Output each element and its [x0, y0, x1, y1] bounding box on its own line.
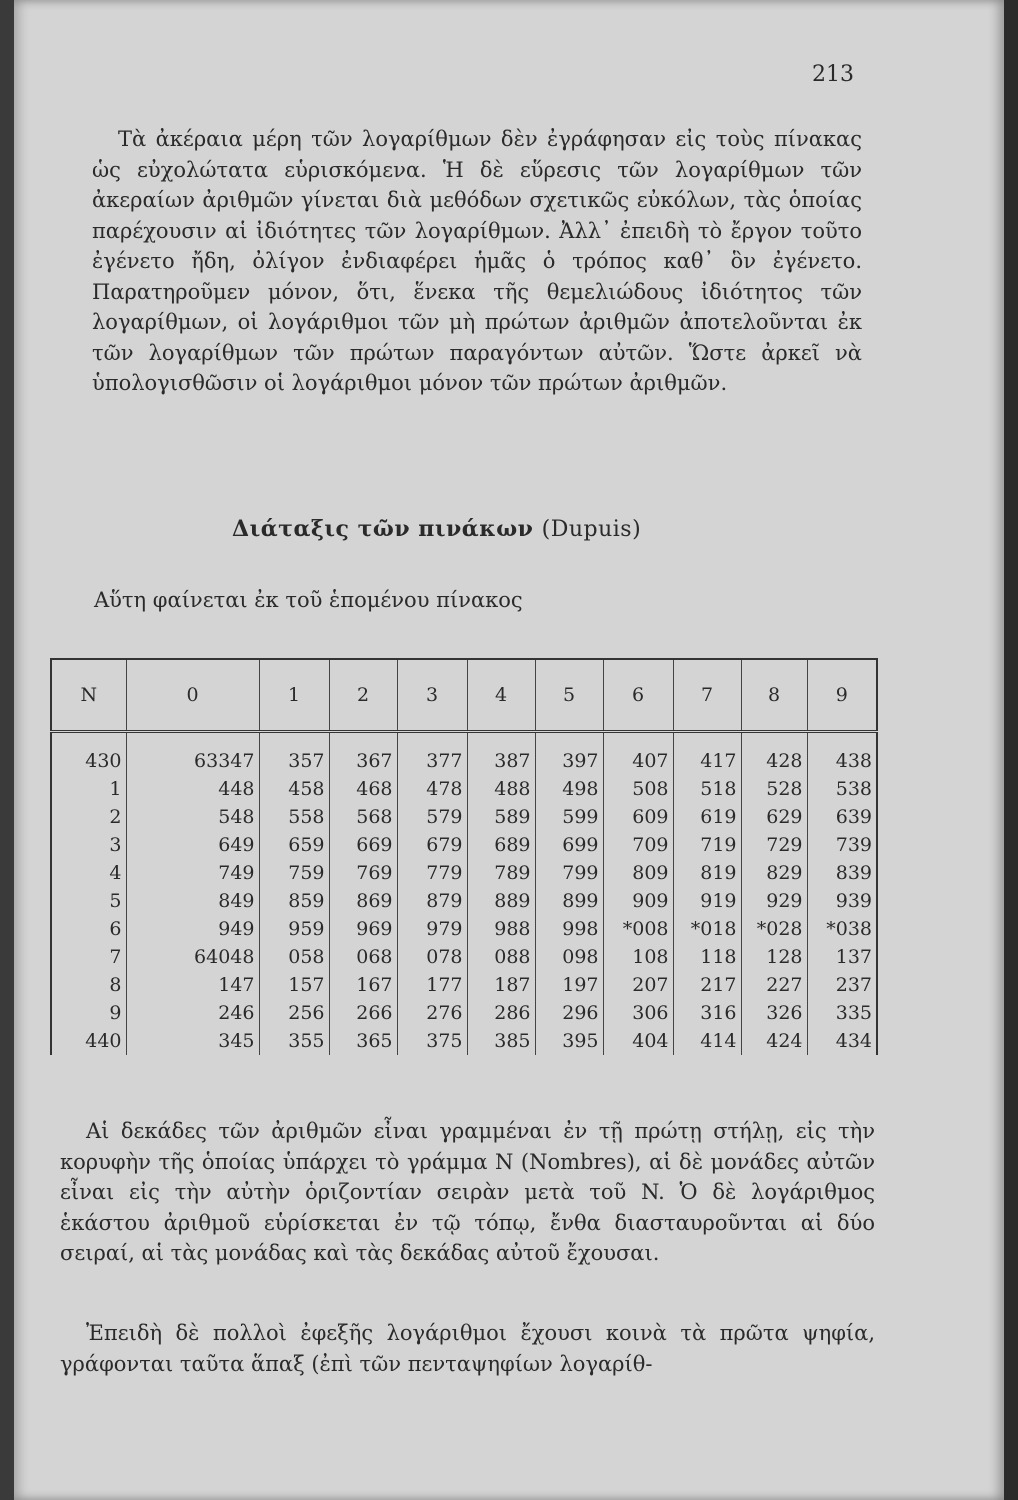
log-value-cell: 719	[673, 831, 741, 859]
log-value-cell: 246	[126, 999, 259, 1027]
table-intro-line: Αὕτη φαίνεται ἐκ τοῦ ἑπομένου πίνακος	[94, 588, 523, 612]
table-row	[51, 1027, 877, 1055]
log-value-cell: 909	[603, 887, 673, 915]
log-value-cell: 157	[259, 971, 329, 999]
log-value-cell: 385	[467, 1027, 535, 1055]
log-value-cell: 377	[397, 732, 467, 776]
row-label-cell: 6	[51, 915, 126, 943]
log-value-cell: 669	[329, 831, 397, 859]
log-value-cell: *038	[807, 915, 877, 943]
log-value-cell: 969	[329, 915, 397, 943]
log-value-cell: 869	[329, 887, 397, 915]
log-value-cell: 679	[397, 831, 467, 859]
log-value-cell: 428	[741, 732, 807, 776]
log-value-cell: 375	[397, 1027, 467, 1055]
log-value-cell: 998	[535, 915, 603, 943]
column-header-5: 5	[535, 659, 603, 732]
log-value-cell: 345	[126, 1027, 259, 1055]
log-value-cell: 108	[603, 943, 673, 971]
table-row	[51, 971, 877, 999]
log-value-cell: 699	[535, 831, 603, 859]
log-value-cell: 988	[467, 915, 535, 943]
log-value-cell: 709	[603, 831, 673, 859]
log-value-cell: 809	[603, 859, 673, 887]
log-value-cell: 488	[467, 775, 535, 803]
log-value-cell: 098	[535, 943, 603, 971]
log-value-cell: 417	[673, 732, 741, 776]
log-value-cell: 147	[126, 971, 259, 999]
log-value-cell: *008	[603, 915, 673, 943]
log-value-cell: 068	[329, 943, 397, 971]
row-label-cell: 2	[51, 803, 126, 831]
log-value-cell: 088	[467, 943, 535, 971]
log-value-cell: 899	[535, 887, 603, 915]
log-value-cell: 276	[397, 999, 467, 1027]
log-value-cell: 829	[741, 859, 807, 887]
log-value-cell: 355	[259, 1027, 329, 1055]
log-value-cell: *028	[741, 915, 807, 943]
section-heading-suffix: (Dupuis)	[541, 517, 642, 542]
log-value-cell: 64048	[126, 943, 259, 971]
log-value-cell: 365	[329, 1027, 397, 1055]
log-value-cell: 979	[397, 915, 467, 943]
log-value-cell: 197	[535, 971, 603, 999]
log-value-cell: 949	[126, 915, 259, 943]
log-value-cell: 739	[807, 831, 877, 859]
log-value-cell: 468	[329, 775, 397, 803]
table-row	[51, 775, 877, 803]
log-value-cell: 839	[807, 859, 877, 887]
table-row	[51, 943, 877, 971]
log-value-cell: 568	[329, 803, 397, 831]
log-value-cell: 518	[673, 775, 741, 803]
row-label-cell: 7	[51, 943, 126, 971]
log-value-cell: 424	[741, 1027, 807, 1055]
log-value-cell: 498	[535, 775, 603, 803]
table-row	[51, 732, 877, 776]
log-value-cell: 558	[259, 803, 329, 831]
section-heading-text: Διάταξις τῶν πινάκων	[232, 516, 534, 542]
table-header-row	[51, 659, 877, 732]
row-label-cell: 440	[51, 1027, 126, 1055]
log-value-cell: 448	[126, 775, 259, 803]
log-value-cell: 187	[467, 971, 535, 999]
log-value-cell: 759	[259, 859, 329, 887]
log-value-cell: 849	[126, 887, 259, 915]
log-value-cell: 286	[467, 999, 535, 1027]
log-value-cell: 769	[329, 859, 397, 887]
log-value-cell: 819	[673, 859, 741, 887]
log-value-cell: 434	[807, 1027, 877, 1055]
column-header-6: 6	[603, 659, 673, 732]
log-value-cell: 649	[126, 831, 259, 859]
log-value-cell: 414	[673, 1027, 741, 1055]
table-row	[51, 887, 877, 915]
row-label-cell: 5	[51, 887, 126, 915]
column-header-0: 0	[126, 659, 259, 732]
log-value-cell: 335	[807, 999, 877, 1027]
row-label-cell: 9	[51, 999, 126, 1027]
log-value-cell: 799	[535, 859, 603, 887]
log-value-cell: 128	[741, 943, 807, 971]
log-value-cell: 367	[329, 732, 397, 776]
log-value-cell: 217	[673, 971, 741, 999]
log-value-cell: 118	[673, 943, 741, 971]
log-value-cell: 458	[259, 775, 329, 803]
log-value-cell: 589	[467, 803, 535, 831]
log-value-cell: 306	[603, 999, 673, 1027]
book-gutter	[0, 0, 14, 1500]
log-value-cell: 316	[673, 999, 741, 1027]
table-row	[51, 999, 877, 1027]
log-value-cell: 659	[259, 831, 329, 859]
log-value-cell: 729	[741, 831, 807, 859]
table-row	[51, 831, 877, 859]
column-header-8: 8	[741, 659, 807, 732]
log-value-cell: 326	[741, 999, 807, 1027]
log-value-cell: 478	[397, 775, 467, 803]
log-value-cell: *018	[673, 915, 741, 943]
log-value-cell: 266	[329, 999, 397, 1027]
log-value-cell: 619	[673, 803, 741, 831]
log-value-cell: 078	[397, 943, 467, 971]
log-value-cell: 237	[807, 971, 877, 999]
log-value-cell: 207	[603, 971, 673, 999]
log-value-cell: 256	[259, 999, 329, 1027]
page-number: 213	[812, 62, 854, 87]
log-value-cell: 859	[259, 887, 329, 915]
log-value-cell: 227	[741, 971, 807, 999]
row-label-cell: 1	[51, 775, 126, 803]
log-value-cell: 438	[807, 732, 877, 776]
log-value-cell: 639	[807, 803, 877, 831]
explanation-paragraph: Αἱ δεκάδες τῶν ἀριθμῶν εἶναι γραμμέναι ἐν τῇ πρώτῃ στήλῃ, εἰς τὴν κορυφὴν τῆς ὁποίας ὑπάρχει τὸ γράμμα N (Nombres), αἱ δὲ μονάδες αὐτῶν εἶναι εἰς τὴν αὐτὴν ὁριζοντίαν σειρὰν μετὰ τοῦ N. Ὁ δὲ λογάριθμος ἑκάστου ἀριθμοῦ εὑρίσκεται ἐν τῷ τόπῳ, ἔνθα διασταυροῦνται αἱ δύο σειραί, αἱ τὰς μονάδας καὶ τὰς δεκάδας αὐτοῦ ἔχουσαι.	[60, 1119, 875, 1265]
log-value-cell: 387	[467, 732, 535, 776]
log-value-cell: 357	[259, 732, 329, 776]
log-value-cell: 599	[535, 803, 603, 831]
log-value-cell: 058	[259, 943, 329, 971]
log-value-cell: 879	[397, 887, 467, 915]
log-value-cell: 528	[741, 775, 807, 803]
log-value-cell: 919	[673, 887, 741, 915]
column-header-3: 3	[397, 659, 467, 732]
log-value-cell: 779	[397, 859, 467, 887]
log-value-cell: 789	[467, 859, 535, 887]
log-value-cell: 404	[603, 1027, 673, 1055]
table-row	[51, 859, 877, 887]
row-label-cell: 3	[51, 831, 126, 859]
row-label-cell: 4	[51, 859, 126, 887]
log-value-cell: 395	[535, 1027, 603, 1055]
column-header-7: 7	[673, 659, 741, 732]
log-value-cell: 177	[397, 971, 467, 999]
log-value-cell: 629	[741, 803, 807, 831]
logarithm-table	[50, 658, 878, 1055]
log-value-cell: 929	[741, 887, 807, 915]
log-value-cell: 959	[259, 915, 329, 943]
log-value-cell: 579	[397, 803, 467, 831]
log-value-cell: 397	[535, 732, 603, 776]
column-header-9: 9	[807, 659, 877, 732]
column-header-n: N	[51, 659, 126, 732]
log-value-cell: 296	[535, 999, 603, 1027]
log-value-cell: 167	[329, 971, 397, 999]
log-value-cell: 689	[467, 831, 535, 859]
log-value-cell: 538	[807, 775, 877, 803]
log-value-cell: 609	[603, 803, 673, 831]
intro-paragraph: Τὰ ἀκέραια μέρη τῶν λογαρίθμων δὲν ἐγράφησαν εἰς τοὺς πίνακας ὡς εὐχολώτατα εὑρισκόμενα. Ἡ δὲ εὕρεσις τῶν λογαρίθμων τῶν ἀκεραίων ἀριθμῶν γίνεται διὰ μεθόδων σχετικῶς εὐκόλων, τὰς ὁποίας παρέχουσιν αἱ ἰδιότητες τῶν λογαρίθμων. Ἀλλ᾽ ἐπειδὴ τὸ ἔργον τοῦτο ἐγένετο ἤδη, ὀλίγον ἐνδιαφέρει ἡμᾶς ὁ τρόπος καθ᾽ ὃν ἐγένετο. Παρατηροῦμεν μόνον, ὅτι, ἕνεκα τῆς θεμελιώδους ἰδιότητος τῶν λογαρίθμων, οἱ λογάριθμοι τῶν μὴ πρώτων ἀριθμῶν ἀποτελοῦνται ἐκ τῶν λογαρίθμων τῶν πρώτων παραγόντων αὐτῶν. Ὥστε ἀρκεῖ νὰ ὑπολογισθῶσιν οἱ λογάριθμοι μόνον τῶν πρώτων ἀριθμῶν.	[92, 127, 862, 395]
column-header-1: 1	[259, 659, 329, 732]
column-header-2: 2	[329, 659, 397, 732]
table-row	[51, 915, 877, 943]
page-edge	[1004, 0, 1018, 1500]
log-value-cell: 508	[603, 775, 673, 803]
section-heading	[232, 516, 641, 542]
log-value-cell: 407	[603, 732, 673, 776]
log-value-cell: 137	[807, 943, 877, 971]
log-value-cell: 548	[126, 803, 259, 831]
log-value-cell: 63347	[126, 732, 259, 776]
log-value-cell: 889	[467, 887, 535, 915]
log-value-cell: 749	[126, 859, 259, 887]
table-row	[51, 803, 877, 831]
row-label-cell: 430	[51, 732, 126, 776]
final-paragraph: Ἐπειδὴ δὲ πολλοὶ ἐφεξῆς λογάριθμοι ἔχουσι κοινὰ τὰ πρῶτα ψηφία, γράφονται ταῦτα ἅπαξ (ἐπὶ τῶν πενταψηφίων λογαρίθ-	[60, 1321, 875, 1376]
log-value-cell: 939	[807, 887, 877, 915]
row-label-cell: 8	[51, 971, 126, 999]
column-header-4: 4	[467, 659, 535, 732]
